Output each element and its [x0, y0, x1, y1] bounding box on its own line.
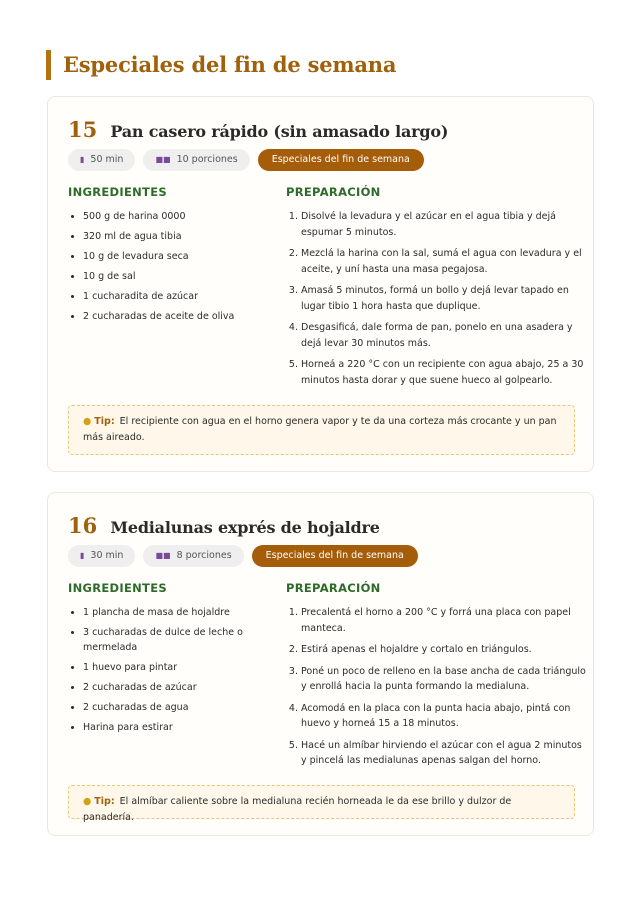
step-item: 2. Estirá apenas el hojaldre y cortalo en triángulos.: [301, 642, 586, 658]
servings-chip: [143, 149, 249, 171]
step-item: 2. Mezclá la harina con la sal, sumá el agua con levadura y el aceite, y uní hasta una masa pegajosa.: [301, 246, 586, 277]
preparation-heading: PREPARACIÓN: [286, 581, 381, 595]
time-chip: [68, 149, 135, 171]
step-item: 4. Acomodá en la placa con la punta hacia abajo, pintá con huevo y horneá 15 a 18 minutos.: [301, 701, 586, 732]
ingredient-item: • 320 ml de agua tibia: [83, 229, 273, 244]
tip-box: [68, 785, 575, 823]
timer-icon: ▮: [80, 155, 85, 164]
timer-icon: ▮: [80, 551, 85, 560]
step-item: 3. Amasá 5 minutos, formá un bollo y dejá levar tapado en lugar tibio 1 hora hasta que duplique.: [301, 283, 586, 314]
ingredients-list: [68, 605, 273, 740]
ingredient-item: • Harina para estirar: [83, 720, 273, 735]
people-icon: ■■: [155, 551, 171, 560]
ingredient-item: • 2 cucharadas de aceite de oliva: [83, 309, 273, 324]
step-item: 3. Poné un poco de relleno en la base ancha de cada triángulo y enrollá hacia la punta formando la medialuna.: [301, 664, 586, 695]
category-badge[interactable]: Especiales del fin de semana: [252, 545, 418, 567]
steps-list: [286, 209, 586, 394]
ingredient-item: • 10 g de levadura seca: [83, 249, 273, 264]
tip-text: El recipiente con agua en el horno genera vapor y te da una corteza más crocante y un pan más aireado.: [83, 416, 557, 443]
tip-text: El almíbar caliente sobre la medialuna recién horneada le da ese brillo y dulzor de panadería.: [83, 796, 512, 823]
recipe-card: [47, 96, 594, 472]
tip-label: Tip:: [94, 416, 115, 427]
recipe-meta: [68, 545, 418, 567]
recipe-card: [47, 492, 594, 836]
recipe-header: [68, 117, 448, 142]
recipe-number: 16: [68, 513, 98, 538]
recipe-title: Medialunas exprés de hojaldre: [110, 518, 380, 537]
recipe-title: Pan casero rápido (sin amasado largo): [110, 122, 449, 141]
ingredients-heading: INGREDIENTES: [68, 185, 167, 199]
servings-label: 8 porciones: [176, 550, 232, 561]
step-item: 5. Hacé un almíbar hirviendo el azúcar con el agua 2 minutos y pincelá las medialunas apenas salgan del horno.: [301, 738, 586, 769]
step-item: 1. Precalentá el horno a 200 °C y forrá una placa con papel manteca.: [301, 605, 586, 636]
ingredient-item: • 1 huevo para pintar: [83, 660, 273, 675]
lightbulb-icon: ●: [83, 416, 92, 427]
ingredient-item: • 1 cucharadita de azúcar: [83, 289, 273, 304]
time-chip: [68, 545, 135, 567]
time-label: 50 min: [90, 154, 124, 165]
tip-box: [68, 405, 575, 455]
ingredients-heading: INGREDIENTES: [68, 581, 167, 595]
people-icon: ■■: [155, 155, 171, 164]
category-badge[interactable]: Especiales del fin de semana: [258, 149, 424, 171]
ingredient-item: • 500 g de harina 0000: [83, 209, 273, 224]
steps-list: [286, 605, 586, 775]
time-label: 30 min: [90, 550, 124, 561]
lightbulb-icon: ●: [83, 796, 92, 807]
ingredient-item: • 10 g de sal: [83, 269, 273, 284]
recipe-number: 15: [68, 117, 98, 142]
ingredients-list: [68, 209, 273, 329]
ingredient-item: • 1 plancha de masa de hojaldre: [83, 605, 273, 620]
servings-chip: [143, 545, 243, 567]
servings-label: 10 porciones: [176, 154, 238, 165]
step-item: 1. Disolvé la levadura y el azúcar en el agua tibia y dejá espumar 5 minutos.: [301, 209, 586, 240]
step-item: 5. Horneá a 220 °C con un recipiente con agua abajo, 25 a 30 minutos hasta dorar y que suene hueco al golpearlo.: [301, 357, 586, 388]
recipe-header: [68, 513, 380, 538]
ingredient-item: • 2 cucharadas de agua: [83, 700, 273, 715]
ingredient-item: • 3 cucharadas de dulce de leche o mermelada: [83, 625, 273, 655]
preparation-heading: PREPARACIÓN: [286, 185, 381, 199]
section-title: Especiales del fin de semana: [46, 50, 396, 80]
recipe-meta: [68, 149, 424, 171]
ingredient-item: • 2 cucharadas de azúcar: [83, 680, 273, 695]
tip-label: Tip:: [94, 796, 115, 807]
step-item: 4. Desgasificá, dale forma de pan, ponelo en una asadera y dejá levar 30 minutos más.: [301, 320, 586, 351]
